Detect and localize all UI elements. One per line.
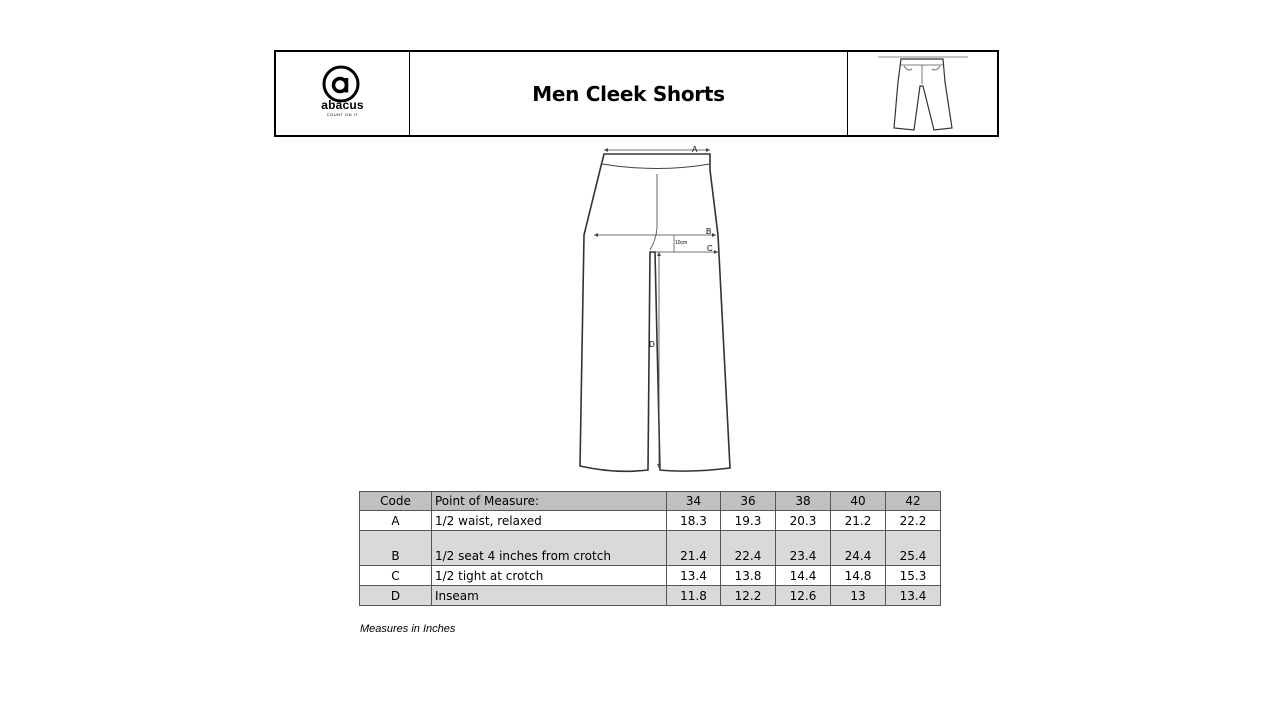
row-value: 21.4	[667, 531, 721, 566]
row-code: A	[360, 511, 432, 531]
column-header: 36	[721, 492, 776, 511]
row-value: 22.4	[721, 531, 776, 566]
row-value: 21.2	[831, 511, 886, 531]
row-value: 18.3	[667, 511, 721, 531]
table-row	[360, 586, 941, 606]
column-header: 38	[776, 492, 831, 511]
column-header: 34	[667, 492, 721, 511]
row-value: 22.2	[886, 511, 941, 531]
column-header: 40	[831, 492, 886, 511]
measurement-table	[359, 491, 941, 606]
table-header-row	[360, 492, 941, 511]
row-value: 19.3	[721, 511, 776, 531]
row-value: 14.4	[776, 566, 831, 586]
diagram-label-a: A	[692, 145, 698, 154]
measurement-note: Measures in Inches	[360, 623, 456, 635]
title-cell	[410, 52, 848, 135]
thumbnail-cell	[848, 52, 997, 135]
table-row	[360, 566, 941, 586]
column-header: 42	[886, 492, 941, 511]
row-value: 12.6	[776, 586, 831, 606]
row-value: 13.4	[667, 566, 721, 586]
diagram-label-c: C	[707, 244, 713, 253]
row-value: 13	[831, 586, 886, 606]
row-value: 20.3	[776, 511, 831, 531]
row-value: 25.4	[886, 531, 941, 566]
row-point-of-measure: Inseam	[432, 586, 667, 606]
row-value: 11.8	[667, 586, 721, 606]
page-title: Men Cleek Shorts	[532, 81, 725, 106]
logo-cell	[276, 52, 410, 135]
diagram-label-10cm: 10cm	[675, 240, 688, 246]
table-row	[360, 531, 941, 566]
diagram-label-b: B	[706, 227, 712, 236]
row-code: D	[360, 586, 432, 606]
brand-name: abacus	[321, 98, 364, 112]
row-value: 24.4	[831, 531, 886, 566]
row-value: 14.8	[831, 566, 886, 586]
row-value: 13.8	[721, 566, 776, 586]
brand-tagline: COUNT ON IT	[326, 112, 359, 117]
shorts-measurement-diagram	[570, 140, 750, 480]
column-header: Code	[360, 492, 432, 511]
diagram-label-d: D	[649, 340, 655, 349]
row-value: 12.2	[721, 586, 776, 606]
table-row	[360, 511, 941, 531]
column-header: Point of Measure:	[432, 492, 667, 511]
row-value: 15.3	[886, 566, 941, 586]
row-code: B	[360, 531, 432, 566]
header-block	[274, 50, 999, 137]
shorts-thumbnail-icon	[848, 52, 997, 139]
row-value: 23.4	[776, 531, 831, 566]
row-code: C	[360, 566, 432, 586]
row-point-of-measure: 1/2 seat 4 inches from crotch	[432, 531, 667, 566]
row-point-of-measure: 1/2 tight at crotch	[432, 566, 667, 586]
row-value: 13.4	[886, 586, 941, 606]
row-point-of-measure: 1/2 waist, relaxed	[432, 511, 667, 531]
